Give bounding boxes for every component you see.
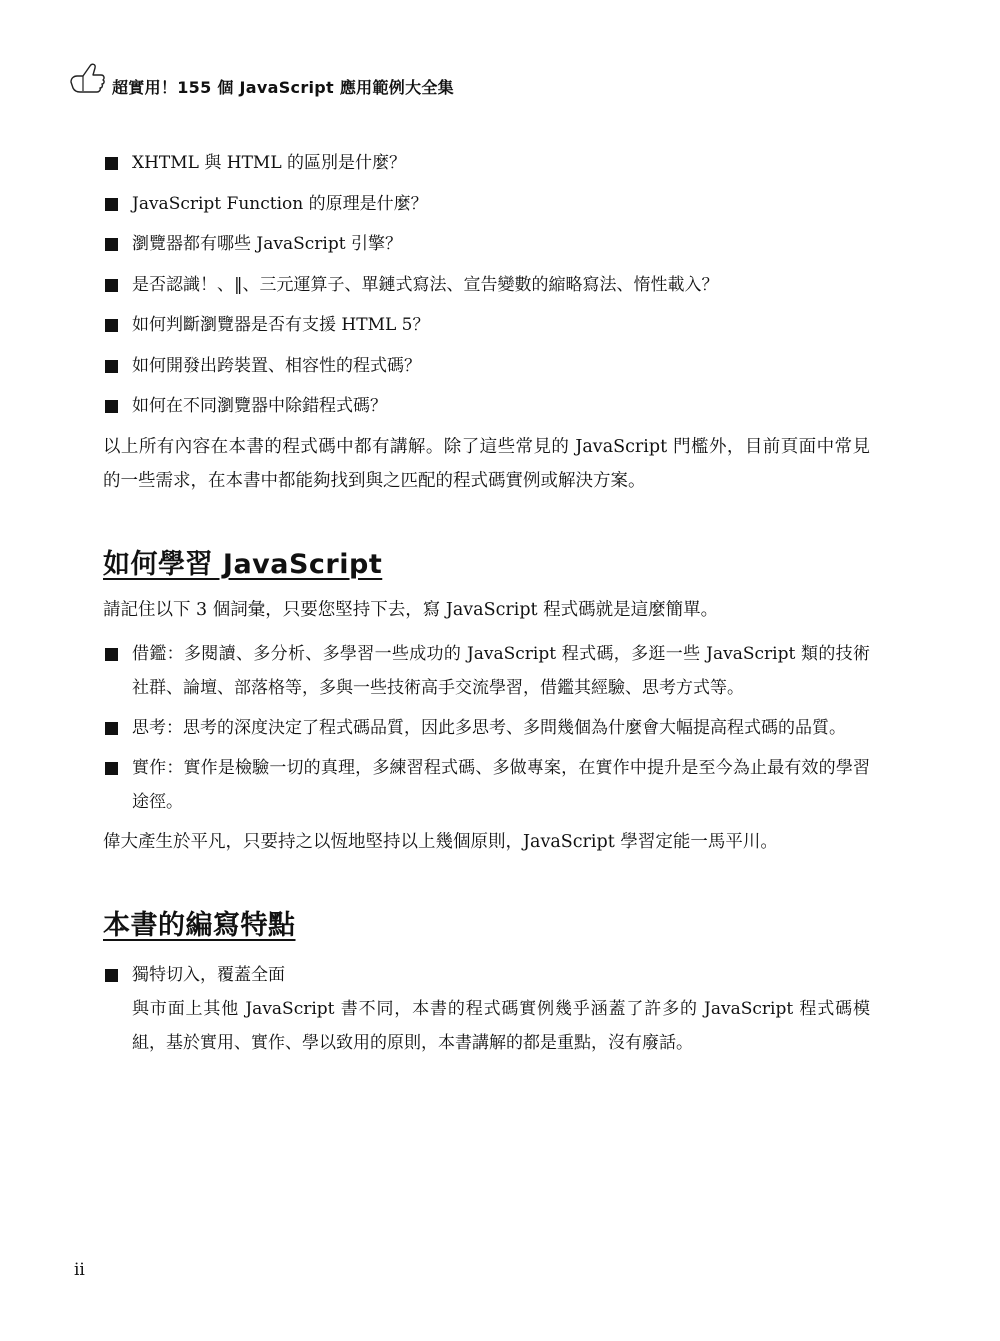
- list-item: 思考：思考的深度決定了程式碼品質，因此多思考、多問幾個為什麼會大幅提高程式碼的品質。: [103, 711, 870, 745]
- list-item: 瀏覽器都有哪些 JavaScript 引擎？: [103, 227, 870, 268]
- list-item: 借鑑：多閱讀、多分析、多學習一些成功的 JavaScript 程式碼，多逛一些 JavaScript 類的技術社群、論壇、部落格等，多與一些技術高手交流學習，借鑑其經驗、思考方式等。: [103, 637, 870, 705]
- book-title: 超實用！155 個 JavaScript 應用範例大全集: [112, 77, 454, 97]
- list-item: 如何開發出跨裝置、相容性的程式碼？: [103, 349, 870, 390]
- list-item: [103, 958, 870, 1060]
- thumbs-up-icon: [68, 60, 108, 100]
- page-content: [103, 146, 870, 1060]
- feature-heading: 獨特切入，覆蓋全面: [132, 964, 285, 985]
- learning-closing-paragraph: 偉大產生於平凡，只要持之以恆地堅持以上幾個原則，JavaScript 學習定能一馬平川。: [103, 831, 778, 852]
- learning-lead-paragraph: 請記住以下 3 個詞彙，只要您堅持下去，寫 JavaScript 程式碼就是這麼簡單。: [103, 599, 719, 620]
- running-header: [68, 58, 454, 102]
- section-title-features: 本書的編寫特點: [103, 909, 296, 941]
- list-item: 實作：實作是檢驗一切的真理，多練習程式碼、多做專案，在實作中提升是至今為止最有效的學習途徑。: [103, 751, 870, 819]
- list-item: 是否認識！、‖、三元運算子、單鏈式寫法、宣告變數的縮略寫法、惰性載入？: [103, 268, 870, 309]
- list-item: 如何判斷瀏覽器是否有支援 HTML 5？: [103, 308, 870, 349]
- feature-description: 與市面上其他 JavaScript 書不同，本書的程式碼實例幾乎涵蓋了許多的 JavaScript 程式碼模組，基於實用、實作、學以致用的原則，本書講解的都是重點，沒有廢話。: [132, 998, 870, 1053]
- list-item: XHTML 與 HTML 的區別是什麼？: [103, 146, 870, 187]
- list-item: JavaScript Function 的原理是什麼？: [103, 187, 870, 228]
- intro-paragraph: 以上所有內容在本書的程式碼中都有講解。除了這些常見的 JavaScript 門檻外，目前頁面中常見的一些需求，在本書中都能夠找到與之匹配的程式碼實例或解決方案。: [103, 436, 870, 491]
- learning-list: [103, 637, 870, 819]
- page-number: ii: [74, 1260, 85, 1280]
- feature-list: [103, 958, 870, 1060]
- question-list: [103, 146, 870, 430]
- section-title-learning: 如何學習 JavaScript: [103, 548, 383, 580]
- list-item: 如何在不同瀏覽器中除錯程式碼？: [103, 389, 870, 430]
